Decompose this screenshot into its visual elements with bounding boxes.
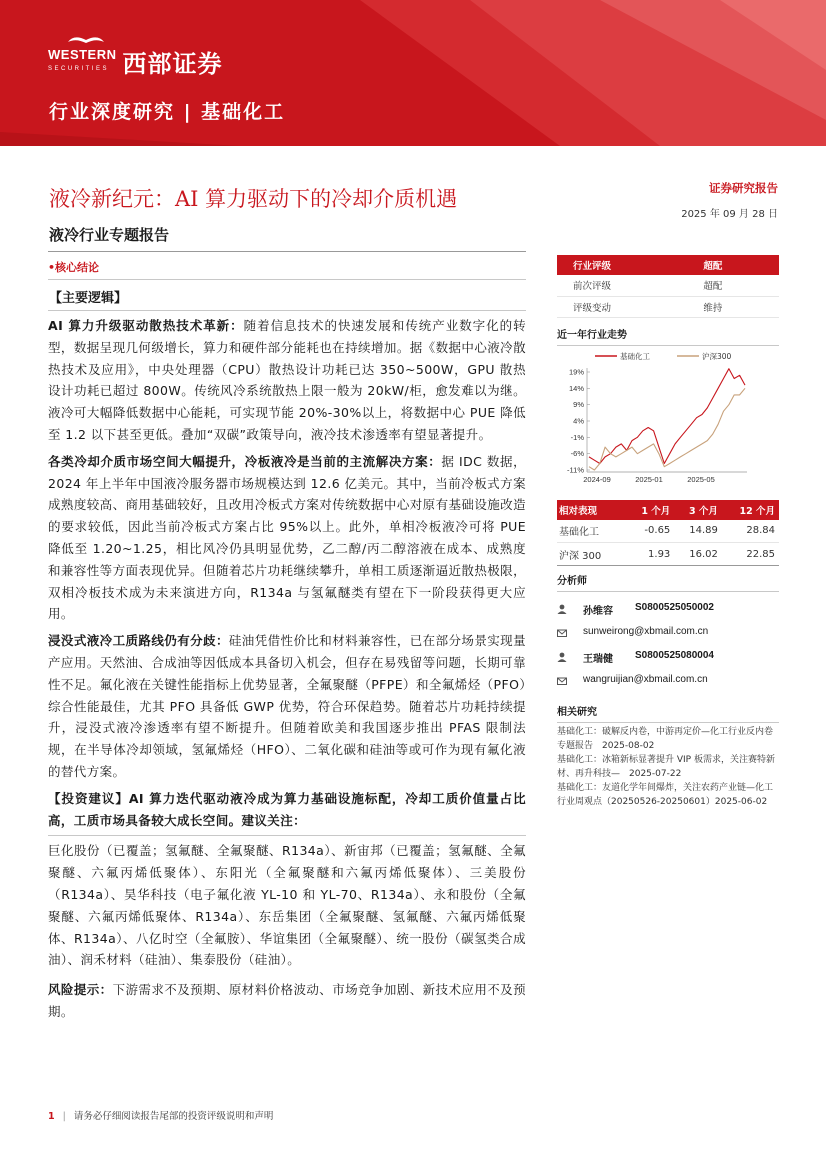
paragraph-text: 随着信息技术的快速发展和传统产业数字化的转型，数据呈现几何级增长，算力和硬件部分能耗也在持续增加。据《数据中心液冷散热技术及应用》，中央处理器（CPU）散热设计功耗已达 350~500W，GPU 散热设计功耗已超过 800W。传统风冷系统散热上限一般为 20kW/柜，愈发难以为继。液冷可大幅降低数据中心能耗，可实现节能 20%-30%以上，将数据中心 PUE 降低至 1.2 以下甚至更低。叠加“双碳”政策导向，液冷技术渗透率有望显著提升。 [48, 318, 527, 442]
rating-row-label: 评级变动 [557, 296, 673, 317]
y-tick-label: 14% [568, 383, 584, 393]
risk-warning [48, 979, 526, 1023]
perf-header: 相对表现 [557, 500, 627, 520]
paragraph-lead: AI 算力升级驱动散热技术革新： [48, 318, 244, 333]
trend-title: 近一年行业走势 [557, 326, 779, 346]
banner-title: 行业深度研究 | 基础化工 [49, 101, 286, 123]
logo [48, 44, 223, 79]
paragraph-market-space [48, 451, 526, 625]
rating-header-value: 超配 [673, 255, 779, 275]
rating-table [557, 255, 779, 318]
analyst-name: 王瑞健 [583, 654, 613, 665]
analysts-title: 分析师 [557, 572, 779, 592]
paragraph-lead: 浸没式液冷工质路线仍有分歧： [48, 633, 229, 649]
analyst-email[interactable]: wangruijian@xbmail.com.cn [583, 674, 708, 685]
perf-header: 3 个月 [674, 500, 722, 520]
report-date: 2025 年 09 月 28 日 [681, 209, 778, 220]
person-icon [557, 652, 567, 662]
perf-cell: 1.93 [627, 543, 675, 566]
rating-row-label: 前次评级 [557, 275, 673, 296]
main-logic-divider [48, 310, 526, 311]
legend-label: 沪深300 [702, 351, 732, 361]
related-research-list [557, 725, 779, 809]
trend-chart [557, 346, 779, 496]
logo-en-sub: SECURITIES [48, 65, 110, 72]
person-icon [557, 604, 567, 614]
title-divider [48, 251, 526, 252]
footer-separator: | [62, 1111, 66, 1122]
core-conclusion-label: •核心结论 [48, 261, 100, 274]
y-tick-label: -1% [570, 432, 584, 442]
y-tick-label: 19% [568, 367, 584, 376]
bull-horns-icon [66, 32, 106, 46]
paragraph-ai-cooling [48, 315, 526, 446]
core-divider [48, 279, 526, 280]
trend-chart-svg [557, 346, 779, 496]
related-item[interactable]: 基础化工：冰箱新标显著提升 VIP 板需求，关注赛特新材、再升科技— 2025-07-22 [557, 755, 775, 779]
perf-cell: 28.84 [722, 520, 779, 543]
paragraph-lead: 各类冷却介质市场空间大幅提升，冷板液冷是当前的主流解决方案： [48, 453, 442, 469]
analyst-cert: S0800525050002 [635, 602, 714, 613]
mail-icon [557, 628, 567, 638]
analyst-email[interactable]: sunweirong@xbmail.com.cn [583, 626, 709, 637]
investment-advice-text: 巨化股份（已覆盖；氢氟醚、全氟聚醚、R134a）、新宙邦（已覆盖；氢氟醚、全氟聚醚、六氟丙烯低聚体）、东阳光（全氟聚醚和六氟丙烯低聚体）、三美股份（R134a）、昊华科技（电子氟化液 YL-10 和 YL-70、R134a）、永和股份（全氟聚醚、六氟丙烯低聚体、R134a）、东岳集团（全氟聚醚、氢氟醚、六氟丙烯低聚体、R134a）、八亿时空（全氟胺）、华谊集团（全氟聚醚）、统一股份（碳氢类合成油）、润禾材料（硅油）、集泰股份（硅油）。 [48, 843, 526, 968]
header-banner [0, 0, 826, 146]
perf-header: 1 个月 [627, 500, 675, 520]
perf-cell: 基础化工 [557, 520, 627, 543]
mail-icon [557, 676, 567, 686]
paragraph-immersion [48, 630, 526, 783]
perf-header: 12 个月 [722, 500, 779, 520]
perf-cell: 16.02 [674, 543, 722, 566]
report-title: 液冷新纪元：AI 算力驱动下的冷却介质机遇 [49, 187, 458, 211]
related-item[interactable]: 基础化工：友道化学年间爆炸，关注农药产业链—化工行业周观点（20250526-20250601）2025-06-02 [557, 783, 774, 807]
x-tick-label: 2025-01 [635, 474, 663, 484]
page-number: 1 [48, 1111, 55, 1122]
y-tick-label: 4% [573, 416, 584, 425]
rating-header-label: 行业评级 [557, 255, 673, 275]
sidebar [557, 255, 779, 809]
risk-text: 下游需求不及预期、原材料价格波动、市场竞争加剧、新技术应用不及预期。 [48, 982, 526, 1019]
investment-lead: 【投资建议】AI 算力迭代驱动液冷成为算力基础设施标配，冷却工质价值量占比高，工质市场具备较大成长空间。建议关注： [48, 790, 526, 828]
perf-cell: 14.89 [674, 520, 722, 543]
y-tick-label: 9% [573, 399, 584, 409]
rating-row-value: 维持 [673, 296, 779, 317]
main-logic-title: 【主要逻辑】 [49, 291, 128, 306]
x-tick-label: 2024-09 [583, 474, 611, 484]
related-item[interactable]: 基础化工：破解反内卷，中游再定价—化工行业反内卷专题报告 2025-08-02 [557, 727, 774, 751]
x-tick-label: 2025-05 [687, 474, 715, 484]
paragraph-text: 硅油凭借性价比和材料兼容性，已在部分场景实现量产应用。天然油、合成油等因低成本具备切入机会，但存在易残留等问题，长期可靠性不足。氟化液在关键性能指标上优势显著，全氟聚醚（PFPE）和全氟烯烃（PFO）综合性能最佳，尤其 PFO 具备低 GWP 优势，符合环保趋势。随着芯片功耗持续提升，浸没式液冷渗透率有望不断提升。但随着欧美和我国逐步推出 PFAS 限制法规，在半导体冷却领域，氢氟烯烃（HFO）、二氧化碳和硅油等或可作为现有氟化液的替代方案。 [48, 633, 526, 779]
analyst-cert: S0800525080004 [635, 650, 714, 661]
report-type-label: 证券研究报告 [709, 181, 778, 195]
investment-advice-title [48, 788, 526, 832]
page-footer [48, 1108, 273, 1122]
report-subtitle: 液冷行业专题报告 [49, 226, 170, 244]
investment-divider [48, 835, 526, 836]
y-tick-label: -11% [567, 465, 584, 474]
related-research-title: 相关研究 [557, 703, 779, 723]
paragraph-text: 据 IDC 数据，2024 年上半年中国液冷服务器市场规模达到 12.6 亿美元。其中，当前冷板式方案成熟度较高、商用基础较好，且改用冷板式方案对传统数据中心对原有基础设施改造的要求较低，因此当前冷板式方案占比 95%以上。此外，单相冷板液冷可将 PUE 降低至 1.20~1.25，相比风冷仍具明显优势，乙二醇/丙二醇溶液在成本、成熟度和兼容性等方面表现优异。但随着芯片功耗继续攀升，单相工质逐渐逼近散热极限，双相冷板技术成为未来演进方向，R134a 与氢氟醚类有望在下一阶段获得更大应用。 [48, 453, 526, 622]
rating-row-value: 超配 [673, 275, 779, 296]
logo-english [48, 48, 117, 76]
analyst-email-row [557, 621, 779, 645]
legend-label: 基础化工 [620, 351, 650, 361]
perf-cell: 沪深 300 [557, 543, 627, 566]
analyst-row [557, 645, 779, 669]
risk-lead: 风险提示： [48, 982, 113, 998]
analyst-email-row [557, 669, 779, 693]
analyst-row [557, 597, 779, 621]
y-tick-label: -6% [570, 448, 584, 458]
perf-cell: -0.65 [627, 520, 675, 543]
analyst-name: 孙维容 [583, 606, 613, 617]
logo-en-text: WESTERN [48, 46, 117, 62]
performance-table [557, 500, 779, 567]
perf-cell: 22.85 [722, 543, 779, 566]
logo-chinese: 西部证券 [122, 50, 223, 78]
footer-disclaimer: 请务必仔细阅读报告尾部的投资评级说明和声明 [73, 1111, 274, 1122]
main-content [48, 257, 526, 1023]
